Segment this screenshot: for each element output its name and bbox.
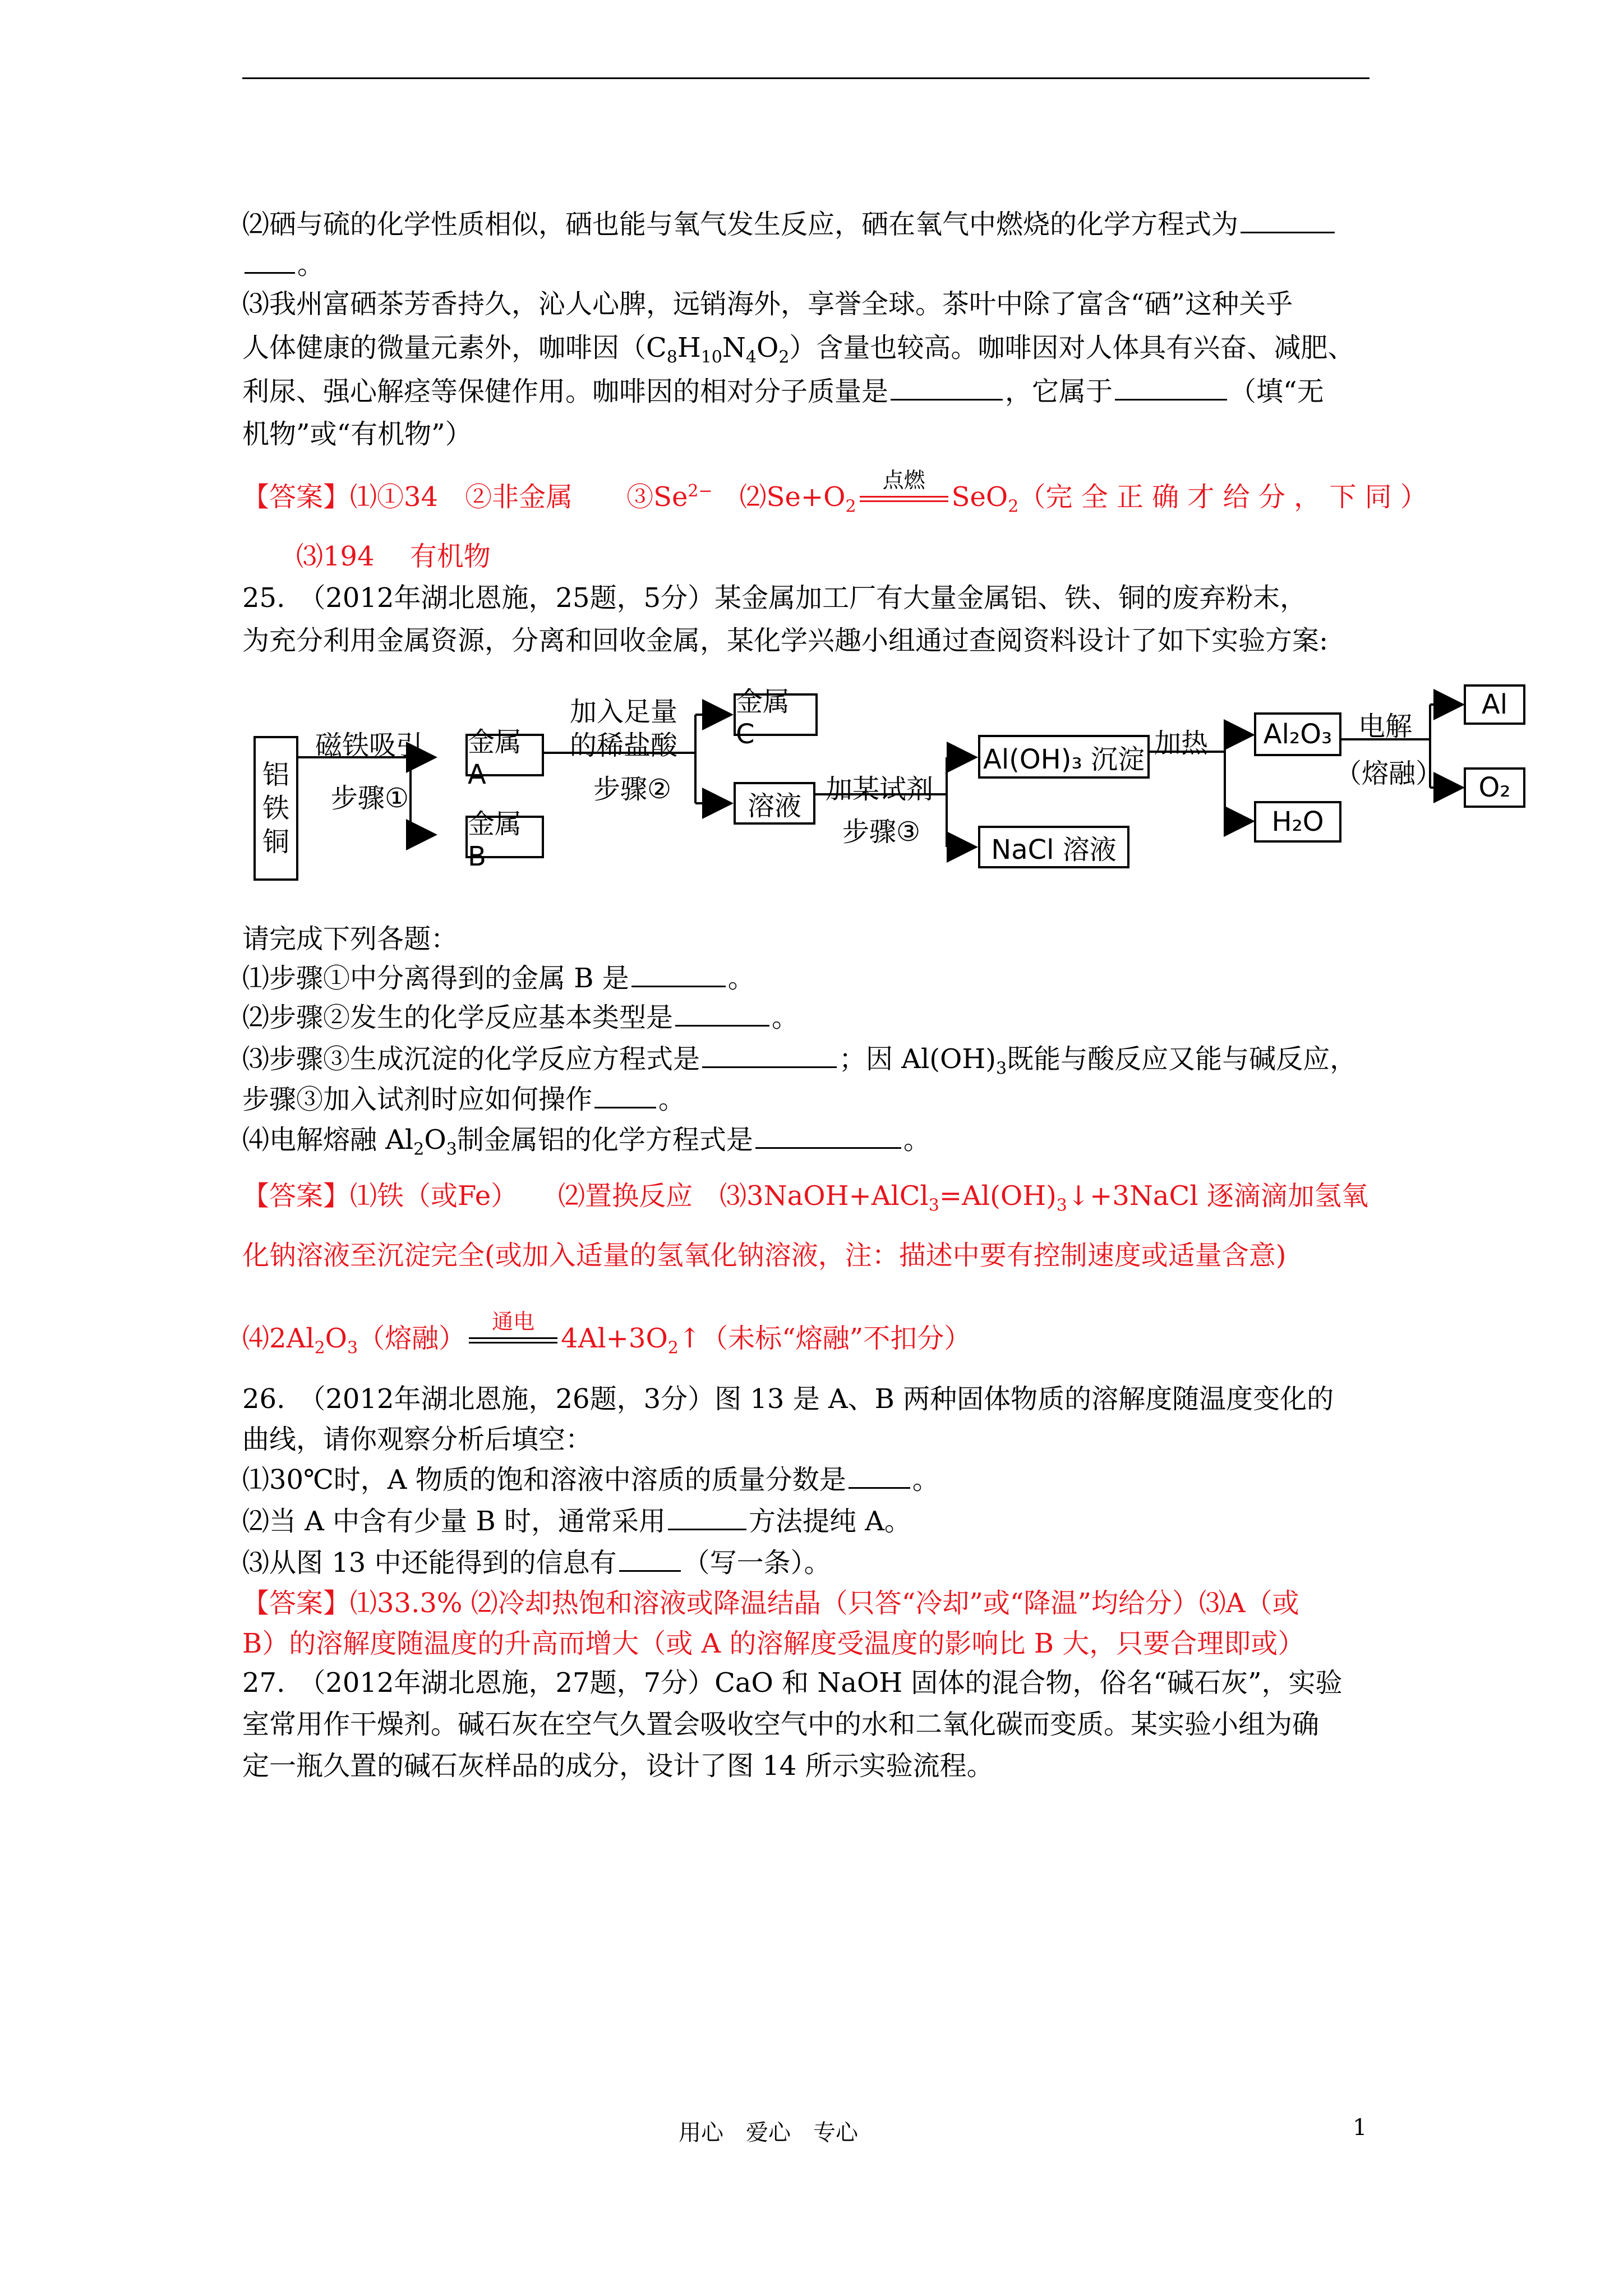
q25-part4: ⑷电解熔融 $Al_2O_3$制金属铝的化学方程式是 。 [242, 1124, 930, 1159]
answer-blank [619, 1548, 681, 1572]
q24-part2-line1: ⑵硒与硫的化学性质相似，硒也能与氧气发生反应，硒在氧气中燃烧的化学方程式为 [242, 206, 1337, 242]
flow-label-step2-top2: 的稀盐酸 [570, 730, 678, 761]
flow-box-metal-b: 金属 B [465, 816, 544, 858]
q26-answer-line2: B）的溶解度随温度的升高而增大（或 A 的溶解度受温度的影响比 B 大，只要合理即或） [242, 1628, 1305, 1659]
flow-box-metal-c: 金属 C [734, 693, 818, 736]
flow-box-al: Al [1464, 684, 1525, 725]
q25-part3-line1: ⑶步骤③生成沉淀的化学反应方程式是 ；因 $Al(OH)_3$既能与酸反应又能与碱反应， [242, 1043, 1357, 1079]
reaction-arrow: 点燃 [856, 479, 952, 515]
q26-line1: 26. （2012年湖北恩施，26题，3分）图 13 是 A、B 两种固体物质的溶解度随温度变化的 [242, 1383, 1334, 1415]
flow-box-start: 铝铁铜 [253, 736, 298, 881]
q25-line1: 25. （2012年湖北恩施，25题，5分）某金属加工厂有大量金属铝、铁、铜的废弃粉末， [242, 582, 1307, 614]
page-number: 1 [1353, 2115, 1367, 2141]
answer-blank [755, 1125, 901, 1149]
answer-blank [1115, 376, 1227, 401]
q25-answer-line1: 【答案】⑴铁（或Fe） ⑵置换反应 $⑶3NaOH+AlCl_3=Al(OH)_3↓+3NaCl$ 逐滴滴加氢氧 [242, 1180, 1368, 1216]
answer-blank [1241, 209, 1335, 233]
flow-label-step1-top: 磁铁吸引 [315, 730, 423, 761]
q26-part3: ⑶从图 13 中还能得到的信息有 （写一条）。 [242, 1547, 831, 1579]
flow-label-electrolysis-bottom: （熔融） [1335, 758, 1443, 789]
flow-box-o2: O₂ [1464, 767, 1525, 808]
flow-label-step3-top: 加某试剂 [826, 774, 934, 805]
q24-answer: 【答案】⑴①34 ②非金属 $③Se^{2-}$ $⑵Se+O_2$ 点燃 SeO$_2$（完 全 正 确 才 给 分 ， 下 同 ） [242, 468, 1427, 517]
q25-part1: ⑴步骤①中分离得到的金属 B 是 。 [242, 963, 755, 994]
q26-answer-line1: 【答案】⑴33.3% ⑵冷却热饱和溶液或降温结晶（只答“冷却”或“降温”均给分）⑶A（或 [242, 1588, 1299, 1619]
flow-box-metal-a: 金属 A [465, 734, 544, 776]
flow-label-step1-bottom: 步骤① [331, 783, 409, 814]
flow-box-solution: 溶液 [734, 782, 815, 825]
q26-line2: 曲线，请你观察分析后填空： [242, 1424, 593, 1455]
flow-box-h2o: H₂O [1254, 801, 1341, 843]
q25-intro: 请完成下列各题： [242, 923, 458, 955]
answer-blank [675, 1002, 769, 1027]
q24-part2-line2: 。 [242, 247, 324, 283]
answer-blank [668, 1506, 746, 1530]
q25-answer-line3: $⑷2Al_2O_3$（熔融） 通电 $4Al+3O_2↑$（未标“熔融”不扣分） [242, 1309, 971, 1358]
flow-box-nacl-solution: NaCl 溶液 [978, 826, 1129, 868]
footer-motto: 用心 爱心 专心 [679, 2120, 858, 2146]
q24-part3-line4: 机物”或“有机物”） [242, 418, 472, 450]
answer-blank [631, 963, 726, 987]
answer-blank [702, 1044, 837, 1068]
q26-part2: ⑵当 A 中含有少量 B 时，通常采用 方法提纯 A。 [242, 1506, 911, 1537]
flow-box-al2o3: Al₂O₃ [1254, 712, 1341, 756]
q27-line3: 定一瓶久置的碱石灰样品的成分，设计了图 14 所示实验流程。 [242, 1750, 994, 1782]
q24-part3-line1: ⑶我州富硒茶芳香持久，沁人心脾，远销海外，享誉全球。茶叶中除了富含“硒”这种关乎 [242, 288, 1293, 320]
answer-blank [245, 250, 295, 274]
reaction-arrow: 通电 [465, 1320, 561, 1356]
flow-label-step3-bottom: 步骤③ [842, 816, 921, 848]
q27-line1: 27. （2012年湖北恩施，27题，7分）CaO 和 NaOH 固体的混合物，俗名“碱石灰”，实验 [242, 1667, 1343, 1699]
q27-line2: 室常用作干燥剂。碱石灰在空气久置会吸收空气中的水和二氧化碳而变质。某实验小组为确 [242, 1709, 1320, 1740]
flow-label-step2-top1: 加入足量 [570, 696, 678, 728]
q24-part3-line3: 利尿、强心解痉等保健作用。咖啡因的相对分子质量是 ，它属于 （填“无 [242, 376, 1324, 407]
q24-answer-line2: ⑶194 有机物 [296, 541, 491, 572]
q26-part1: ⑴30℃时，A 物质的饱和溶液中溶质的质量分数是 。 [242, 1464, 939, 1496]
flow-label-electrolysis-top: 电解 [1358, 711, 1413, 742]
process-flowchart [242, 673, 1588, 898]
answer-blank [849, 1465, 910, 1489]
flow-box-precipitate: Al(OH)₃ 沉淀 [978, 735, 1150, 779]
q24-part3-line2: 人体健康的微量元素外，咖啡因$(C_8H_{10}N_4O_2)$含量也较高。咖啡因对人体具有兴奋、减肥、 [242, 332, 1355, 367]
q25-line2: 为充分利用金属资源，分离和回收金属，某化学兴趣小组通过查阅资料设计了如下实验方案: [242, 625, 1329, 656]
q25-part2: ⑵步骤②发生的化学反应基本类型是 。 [242, 1002, 799, 1033]
answer-blank [891, 376, 1003, 401]
answer-blank [594, 1084, 656, 1108]
q25-part3-line2: 步骤③加入试剂时应如何操作 。 [242, 1084, 686, 1115]
q25-answer-line2: 化钠溶液至沉淀完全(或加入适量的氢氧化钠溶液，注：描述中要有控制速度或适量含意) [242, 1240, 1287, 1271]
header-rule [242, 77, 1370, 79]
flow-label-step2-bottom: 步骤② [593, 774, 672, 805]
flow-label-heat: 加热 [1154, 728, 1209, 759]
